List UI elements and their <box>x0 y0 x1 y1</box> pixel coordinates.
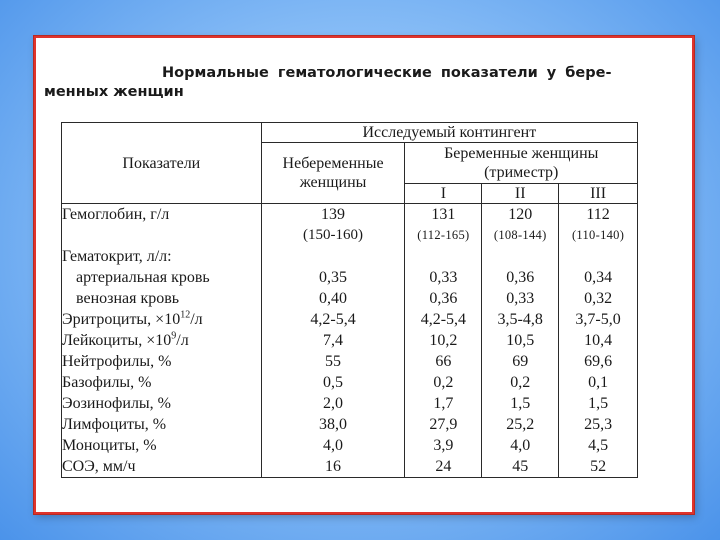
header-nonpregnant: Небеременные женщины <box>261 143 405 204</box>
header-trimester-2: II <box>482 184 559 204</box>
cell-value: 25,3 <box>584 416 613 433</box>
header-indicators: Показатели <box>62 123 262 204</box>
cell-value: 1,7 <box>433 395 454 412</box>
row-label: Лимфоциты, % <box>62 416 167 433</box>
cell-value <box>559 246 637 267</box>
cell-value: 0,36 <box>506 269 535 286</box>
trimester-2-column <box>482 204 559 478</box>
row-label: Гемоглобин, г/л <box>62 206 170 223</box>
header-group: Исследуемый контингент <box>261 123 637 143</box>
cell-value: 4,0 <box>510 437 531 454</box>
cell-value: 120 <box>508 206 533 223</box>
nonpregnant-column <box>261 204 405 478</box>
trimester-1-column <box>405 204 482 478</box>
title-line-2: менных женщин <box>44 84 184 100</box>
cell-value: 69 <box>512 353 529 370</box>
row-label: СОЭ, мм/ч <box>62 458 136 475</box>
cell-value <box>405 246 481 267</box>
cell-value: 66 <box>435 353 452 370</box>
cell-value <box>482 246 558 267</box>
cell-value: 112 <box>586 206 610 223</box>
cell-value: 24 <box>435 458 452 475</box>
header-trimester-1: I <box>405 184 482 204</box>
cell-value: 0,2 <box>510 374 531 391</box>
cell-value: 55 <box>325 353 342 370</box>
header-trimester-3: III <box>559 184 638 204</box>
row-label-leukocytes: Лейкоциты, $\times 10^9/л$ <box>62 330 189 349</box>
title-line-1: Нормальные гематологические показатели у бере- <box>162 65 612 81</box>
header-pregnant: Беременные женщины (триместр) <box>405 143 638 184</box>
cell-value <box>262 246 405 267</box>
cell-value: 0,35 <box>319 269 348 286</box>
labels-column <box>62 204 262 478</box>
cell-value: 0,36 <box>429 290 458 307</box>
cell-value: 0,40 <box>319 290 348 307</box>
hematology-table <box>61 122 638 478</box>
row-label-erythrocytes: Эритроциты, $\times 10^{12}/л$ <box>62 309 203 328</box>
cell-value: 4,2-5,4 <box>420 311 467 328</box>
trimester-3-column <box>559 204 638 478</box>
row-label: Базофилы, % <box>62 374 152 391</box>
cell-value: 10,5 <box>506 332 535 349</box>
cell-value: 45 <box>512 458 529 475</box>
cell-value: 38,0 <box>319 416 348 433</box>
cell-value: (112-165) <box>417 228 470 242</box>
cell-value: 4,5 <box>588 437 609 454</box>
row-label <box>62 225 261 246</box>
cell-value: 0,1 <box>588 374 609 391</box>
cell-value: 25,2 <box>506 416 535 433</box>
cell-value: 0,32 <box>584 290 613 307</box>
row-label: венозная кровь <box>76 290 180 307</box>
cell-value: 0,33 <box>429 269 458 286</box>
row-label: Нейтрофилы, % <box>62 353 172 370</box>
cell-value: 69,6 <box>584 353 613 370</box>
row-label: артериальная кровь <box>76 269 210 286</box>
cell-value: (110-140) <box>571 228 625 242</box>
cell-value: (108-144) <box>493 228 547 242</box>
cell-value: 1,5 <box>588 395 609 412</box>
row-label: Моноциты, % <box>62 437 157 454</box>
cell-value: 52 <box>590 458 607 475</box>
cell-value: 3,5-4,8 <box>497 311 543 328</box>
cell-value: 16 <box>325 458 342 475</box>
cell-value: 0,33 <box>506 290 535 307</box>
cell-value: 3,9 <box>433 437 454 454</box>
cell-value: 10,4 <box>584 332 613 349</box>
cell-value: 131 <box>431 206 456 223</box>
cell-value: 0,34 <box>584 269 613 286</box>
cell-value: 0,2 <box>433 374 454 391</box>
cell-value: 139 <box>321 206 346 223</box>
cell-value: 4,2-5,4 <box>310 311 356 328</box>
cell-value: 3,7-5,0 <box>575 311 621 328</box>
cell-value: (150-160) <box>303 227 364 243</box>
page-title <box>44 64 644 102</box>
cell-value: 27,9 <box>429 416 458 433</box>
cell-value: 4,0 <box>323 437 344 454</box>
cell-value: 1,5 <box>510 395 531 412</box>
row-label: Гематокрит, л/л: <box>62 248 172 265</box>
cell-value: 10,2 <box>429 332 458 349</box>
cell-value: 7,4 <box>323 332 344 349</box>
cell-value: 0,5 <box>323 374 344 391</box>
slide-frame <box>34 36 694 514</box>
cell-value: 2,0 <box>323 395 344 412</box>
row-label: Эозинофилы, % <box>62 395 171 412</box>
